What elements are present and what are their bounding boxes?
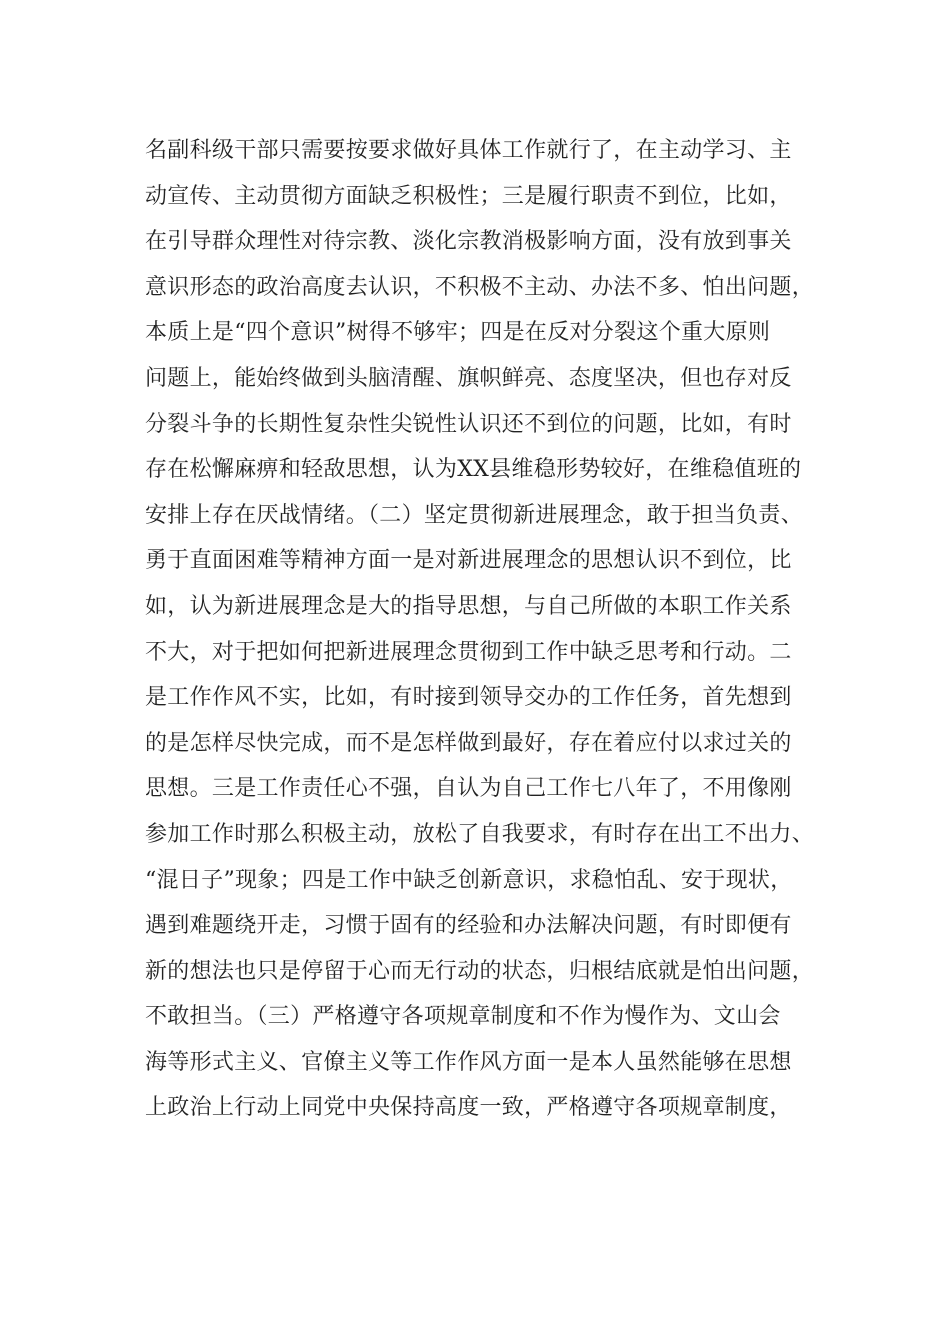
text-line: 是工作作风不实，比如，有时接到领导交办的工作任务，首先想到	[145, 685, 792, 711]
text-line: 问题上，能始终做到头脑清醒、旗帜鲜亮、态度坚决，但也存对反	[145, 365, 792, 391]
text-line: 意识形态的政治高度去认识，不积极不主动、办法不多、怕出问题，	[145, 274, 815, 300]
text-line: 在引导群众理性对待宗教、淡化宗教消极影响方面，没有放到事关	[145, 229, 792, 255]
text-line: 遇到难题绕开走，习惯于固有的经验和办法解决问题，有时即便有	[145, 913, 792, 939]
text-line: 本质上是“四个意识”树得不够牢；四是在反对分裂这个重大原则	[145, 320, 771, 346]
text-line: 动宣传、主动贯彻方面缺乏积极性；三是履行职责不到位，比如，	[145, 183, 792, 209]
text-line: 不大，对于把如何把新进展理念贯彻到工作中缺乏思考和行动。二	[145, 639, 792, 665]
text-line: 安排上存在厌战情绪。（二）坚定贯彻新进展理念，敢于担当负责、	[145, 502, 804, 528]
text-line: 上政治上行动上同党中央保持高度一致，严格遵守各项规章制度，	[145, 1095, 792, 1121]
text-line: 的是怎样尽快完成，而不是怎样做到最好，存在着应付以求过关的	[145, 730, 792, 756]
text-line: 勇于直面困难等精神方面一是对新进展理念的思想认识不到位，比	[145, 548, 792, 574]
text-line: 海等形式主义、官僚主义等工作作风方面一是本人虽然能够在思想	[145, 1049, 792, 1075]
text-line: 分裂斗争的长期性复杂性尖锐性认识还不到位的问题，比如，有时	[145, 411, 792, 437]
text-line: 不敢担当。（三）严格遵守各项规章制度和不作为慢作为、文山会	[145, 1004, 781, 1030]
text-line: “混日子”现象；四是工作中缺乏创新意识，求稳怕乱、安于现状，	[145, 867, 793, 893]
text-line: 新的想法也只是停留于心而无行动的状态，归根结底就是怕出问题，	[145, 958, 815, 984]
text-line: 思想。三是工作责任心不强，自认为自己工作七八年了，不用像刚	[145, 776, 792, 802]
text-line: 存在松懈麻痹和轻敌思想，认为XX县维稳形势较好，在维稳值班的	[145, 457, 802, 483]
text-line: 如，认为新进展理念是大的指导思想，与自己所做的本职工作关系	[145, 593, 792, 619]
text-line: 参加工作时那么积极主动，放松了自我要求，有时存在出工不出力、	[145, 821, 815, 847]
text-line: 名副科级干部只需要按要求做好具体工作就行了，在主动学习、主	[145, 138, 792, 163]
body-text	[145, 128, 825, 1131]
